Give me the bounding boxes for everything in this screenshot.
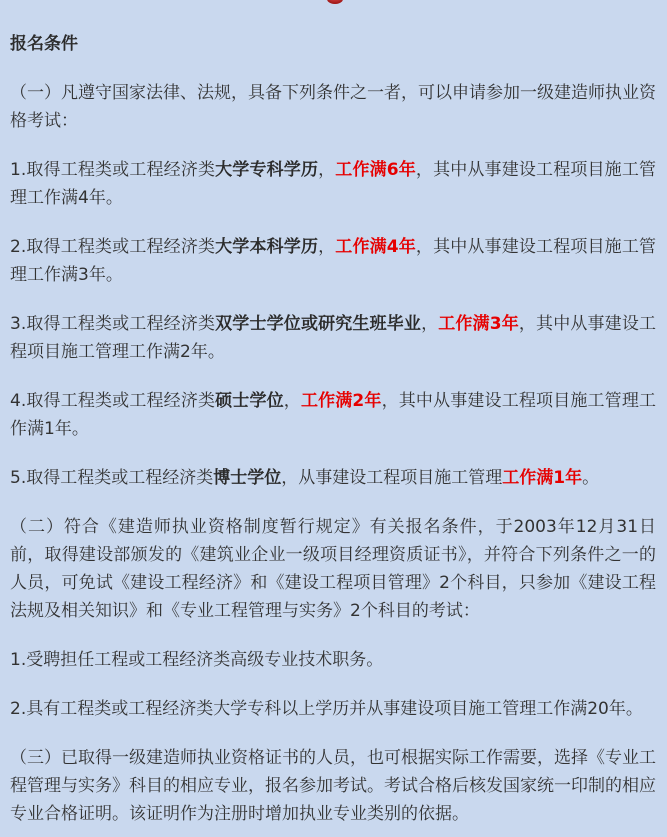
text-run: ，其中从事建设工程项目施工管理工作满2年。 [10, 314, 656, 362]
text-run: 3.取得工程类或工程经济类 [10, 314, 216, 334]
paragraph [10, 233, 656, 289]
paragraph [10, 464, 656, 492]
text-run: ， [318, 237, 336, 257]
page-title: 报名条件 [10, 34, 78, 54]
paragraph [10, 79, 656, 135]
paragraph [10, 387, 656, 443]
text-run: 5.取得工程类或工程经济类 [10, 468, 214, 488]
text-run: 2.取得工程类或工程经济类 [10, 237, 216, 257]
paragraph-list [10, 79, 656, 828]
emphasis-run: 双学士学位或研究生班毕业 [215, 314, 422, 334]
text-run: 2.具有工程类或工程经济类大学专科以上学历并从事建设项目施工管理工作满20年。 [10, 699, 643, 719]
emphasis-run: 大学专科学历 [215, 160, 319, 180]
top-red-fragment-icon [327, 0, 343, 4]
text-run: 1.取得工程类或工程经济类 [10, 160, 216, 180]
text-run: 4.取得工程类或工程经济类 [10, 391, 216, 411]
requirement-highlight: 工作满3年 [438, 314, 519, 334]
paragraph [10, 513, 656, 625]
text-run: ，其中从事建设工程项目施工管理工作满1年。 [10, 391, 656, 439]
text-run: ， [421, 314, 439, 334]
text-run: ，从事建设工程项目施工管理 [281, 468, 503, 488]
paragraph [10, 156, 656, 212]
text-run: ， [283, 391, 301, 411]
requirement-highlight: 工作满6年 [335, 160, 416, 180]
emphasis-run: 大学本科学历 [215, 237, 319, 257]
requirement-highlight: 工作满4年 [335, 237, 416, 257]
emphasis-run: 硕士学位 [215, 391, 284, 411]
text-run: ，其中从事建设工程项目施工管理工作满4年。 [10, 160, 657, 208]
text-run: 1.受聘担任工程或工程经济类高级专业技术职务。 [10, 650, 384, 670]
paragraph [10, 310, 656, 366]
paragraph [10, 695, 656, 723]
text-run: ， [318, 160, 336, 180]
text-run: （二）符合《建造师执业资格制度暂行规定》有关报名条件，于2003年12月31日前，取得建设部颁发的《建筑业企业一级项目经理资质证书》，并符合下列条件之一的人员，可免试《建设工程经济》和《建设工程项目管理》2个科目，只参加《建设工程法规及相关知识》和《专业工程管理与实务》2个科目的考试： [10, 517, 656, 621]
requirement-highlight: 工作满2年 [300, 391, 382, 411]
text-run: 。 [582, 468, 600, 488]
text-run: （一）凡遵守国家法律、法规，具备下列条件之一者，可以申请参加一级建造师执业资格考试： [10, 83, 656, 131]
requirement-highlight: 工作满1年 [502, 468, 583, 488]
text-run: ，其中从事建设工程项目施工管理工作满3年。 [10, 237, 657, 285]
paragraph [10, 744, 656, 828]
paragraph [10, 646, 656, 674]
emphasis-run: 博士学位 [213, 468, 282, 488]
text-run: （三）已取得一级建造师执业资格证书的人员，也可根据实际工作需要，选择《专业工程管理与实务》科目的相应专业，报名参加考试。考试合格后核发国家统一印制的相应专业合格证明。该证明作为注册时增加执业专业类别的依据。 [10, 748, 656, 824]
